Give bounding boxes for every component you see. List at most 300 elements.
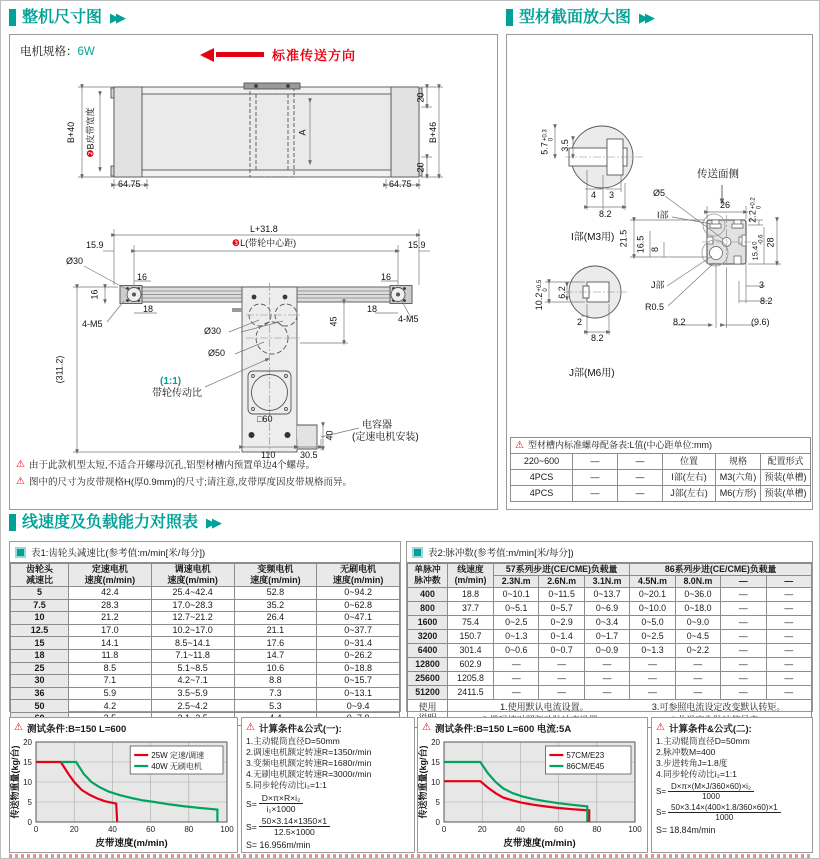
table-row [408,601,812,615]
dim-label: 3.5 [559,139,570,152]
pulse-table-box [406,541,813,712]
table-cell: M3(六角) [716,470,761,486]
table-cell: 规格 [716,454,761,470]
calc-lines-1 [246,736,410,791]
load-chart-box-2 [417,717,648,853]
table-cell: 0~20.1 [630,587,675,601]
table-cell: 8.0N.m [675,575,720,587]
table-cell: 3.5~5.9 [151,687,234,700]
table-cell: — [721,575,766,587]
dim-label: 8.2 [760,296,773,306]
formula-line: S= $\frac{\text{D×π×R×i₂}}{\text{i₁×1000}}$ [246,793,410,814]
legend [130,746,223,774]
table-row [11,637,400,650]
y-axis-label: 传送物重量(kg/台) [418,745,428,819]
table1-caption: 表1:齿轮头减速比(参考值:m/min[米/每分]) [10,542,400,563]
detail-label: J部(M6用) [569,368,615,379]
table-cell: — [630,657,675,671]
dim-label: 16 [89,289,100,300]
dim-label: 110 [261,450,276,460]
note-line [16,477,352,488]
overall-dimension-panel [9,34,498,510]
dim-label: Ø30 [66,256,84,266]
dim-label: 40 [324,430,335,441]
dim-label: 64.75 [389,179,412,189]
table-cell: 7.5 [11,599,69,612]
table-cell: 0~18.8 [317,662,400,675]
table-cell: 0~94.2 [317,587,400,600]
table-cell: — [584,671,629,685]
table-cell: 0~5.0 [630,615,675,629]
table-cell: 25600 [408,671,448,685]
svg-text:0: 0 [33,825,39,834]
formula-box-2 [651,717,813,853]
table-row [408,587,812,601]
table-row [408,629,812,643]
table-cell: 35.2 [234,599,317,612]
table-cell: 8.5~14.1 [151,637,234,650]
table-bullet-icon [412,547,423,558]
svg-text:0: 0 [441,825,447,834]
table-cell: 0~31.4 [317,637,400,650]
table-cell: 0~18.0 [675,601,720,615]
table-row [11,700,400,713]
table-cell: 0~11.5 [539,587,584,601]
table-cell: 0~36.0 [675,587,720,601]
test-condition-1: ⚠ 测试条件:B=150 L=600 [14,722,127,735]
table-cell: 0~13.7 [584,587,629,601]
section-title-overall [9,9,122,26]
table-cell: 预装(单槽) [761,470,811,486]
dim-label: 6.2 [556,286,567,299]
dim-label: 8.2 [599,209,612,219]
table-cell: 14.1 [69,637,152,650]
svg-text:40: 40 [107,825,117,834]
table-cell: — [721,615,766,629]
table-cell: 75.4 [448,615,494,629]
table-cell: 36 [11,687,69,700]
table-cell: 17.0~28.3 [151,599,234,612]
table-row [11,624,400,637]
nut-table-title: ⚠ 型材槽内标准螺母配备表:L值(中心距单位:mm) [515,439,712,451]
dim-label: 16 [137,272,148,282]
dim-label: 2.2 +0.2 0 [747,197,763,223]
table-cell: — [584,657,629,671]
x-axis-label: 皮带速度(m/min) [95,838,168,849]
table2-body [408,587,812,699]
table-cell: 21.2 [69,612,152,625]
table-row [11,649,400,662]
table-cell: 28.3 [69,599,152,612]
dim-label: 电容器 [362,420,392,431]
text-line: 4.无刷电机额定转速R=3000r/min [246,769,372,779]
table-cell: 0~10.1 [494,587,539,601]
formula-line: S= $\frac{\text{D×π×(M×J/360×60)×i₂}}{1000}$ [656,782,808,801]
table-cell: — [494,671,539,685]
svg-text:25W 定速/调速: 25W 定速/调速 [151,751,205,760]
dim-label: 4 [591,190,597,200]
table-cell: — [766,685,811,699]
table-row [511,470,811,486]
gear-ratio-table [10,563,400,726]
motor-spec-label: 电机规格： [20,46,78,58]
top-view-drawing [111,83,422,177]
dim-label: □60 [257,414,273,424]
text-line: 2.脉冲数M=400 [656,747,716,757]
detail-label: I部(M3用) [571,232,615,243]
title-bar-icon [9,9,16,26]
table-cell: — [766,657,811,671]
table-cell: — [539,657,584,671]
dim-label: Ø50 [208,348,226,358]
table-cell: M6(方形) [716,486,761,502]
table-cell: 0~2.5 [630,629,675,643]
section-arrow-icon: ▶▶ [206,515,219,530]
note-text: 由于此款机型太短,不适合开螺母沉孔,铝型材槽内预置单边4个螺母。 [28,460,316,471]
table-cell: — [675,685,720,699]
table-cell: — [494,685,539,699]
section-arrow-icon: ▶▶ [639,10,652,25]
table-cell: 7.3 [234,687,317,700]
table-cell: 0~62.8 [317,599,400,612]
page-title: 整机尺寸图 [22,8,103,26]
calc-title-1: ⚠ 计算条件&公式(一): [246,722,342,735]
dim-label: 45 [328,316,339,327]
profile-section-drawing [702,214,751,269]
table-row [511,486,811,502]
dim-label: Ø30 [204,326,222,336]
table-row [511,454,811,470]
dim-label: 8.2 [673,317,686,327]
table-cell: — [721,601,766,615]
i-detail-drawing [565,126,643,188]
table-cell: 0~5.7 [539,601,584,615]
nut-table-container [510,437,810,502]
table-cell: 4.2~7.1 [151,675,234,688]
table-cell: 52.8 [234,587,317,600]
table-cell: 0~2.9 [539,615,584,629]
table-cell: — [721,685,766,699]
table-cell: 8.8 [234,675,317,688]
dim-label: 15.4 0 -0.6 [750,234,764,261]
svg-text:20: 20 [69,825,79,834]
table-cell: — [721,671,766,685]
dim-label: 30.5 [300,450,318,460]
dim-label: 5.7 +0.3 0 [539,129,555,155]
table-cell: — [630,671,675,685]
warning-icon: ⚠ [16,476,25,487]
x-axis-label: 皮带速度(m/min) [503,838,576,849]
table-cell: 1600 [408,615,448,629]
table-cell: — [766,587,811,601]
legend [545,746,631,774]
title-bar-icon [506,9,513,26]
table-cell: 0~6.9 [584,601,629,615]
table2-usage: 使用 1.使用默认电流设置。 3.可参照电流设定改变默认转矩。 [408,699,812,727]
table-cell: 7.1~11.8 [151,649,234,662]
direction-label: 标准传送方向 [272,48,357,63]
load-chart-box-1 [9,717,238,853]
table-cell: 0~3.4 [584,615,629,629]
text-line: 3.可参照电流设定改变默认转矩。 [651,701,786,712]
table-cell: 400 [408,587,448,601]
svg-text:10: 10 [431,778,440,787]
table1-header: 齿轮头 减速比 定速电机 速度(m/min) 调速电机 速度(m/min) 变频电机 速度(m/min) 无刷电机 速度(m/min) [11,564,400,587]
calc-lines-2 [656,736,808,780]
dim-label: (311.2) [54,355,65,384]
overall-drawing [10,35,499,511]
table-row [408,615,812,629]
table-cell: 220~600 [511,454,573,470]
table-row [11,612,400,625]
dim-label: 2 [577,317,583,327]
profile-section-panel [506,34,813,510]
dim-label: I部 [657,210,669,220]
table-cell: 4PCS [511,486,573,502]
svg-text:5: 5 [435,798,440,807]
table-cell: — [721,657,766,671]
table-cell: 17.0 [69,624,152,637]
warning-icon: ⚠ [246,722,255,733]
dim-label: (9.6) [751,317,770,327]
table-cell: 42.4 [69,587,152,600]
svg-text:20: 20 [431,738,440,747]
table-cell: 18 [11,649,69,662]
text-line: 2.调速电机额定转速R=1350r/min [246,747,372,757]
dim-label: B+46 [428,121,439,144]
dim-label: B+40 [66,121,77,144]
table-cell: 15 [11,637,69,650]
table-cell: 4.5N.m [630,575,675,587]
table2-header: 单脉冲 脉冲数 线速度 (m/min) 57系列步进(CE/CME)负载量 86系列步进(CE/CME)负载量 2.3N.m 2.6N.m 3.1N.m 4.5N.m 8.0N.m — — [408,564,812,588]
svg-text:60: 60 [554,825,564,834]
dim-label: 26 [720,200,731,210]
table-bullet-icon [15,547,26,558]
nut-table-body [511,454,811,502]
table-cell: 2.6N.m [539,575,584,587]
svg-text:15: 15 [23,758,32,767]
dim-label: 15.9 [86,240,104,250]
svg-text:40W 无刷电机: 40W 无刷电机 [151,762,202,771]
svg-text:15: 15 [431,758,440,767]
table-cell: 602.9 [448,657,494,671]
table-cell: 301.4 [448,643,494,657]
table-cell: — [618,454,663,470]
table-cell: — [539,685,584,699]
table-cell: 4PCS [511,470,573,486]
formula-result: S= 18.84m/min [656,825,716,835]
table-cell: 0~9.0 [675,615,720,629]
dim-label: 4-M5 [82,319,103,329]
text-line: 3.变频电机额定转速R=1680r/min [246,758,372,768]
table-cell: 17.6 [234,637,317,650]
table-row [11,587,400,600]
table-cell: 0~4.5 [675,629,720,643]
table-row [408,685,812,699]
section-title-profile [506,9,651,26]
table-cell: 0~1.3 [630,643,675,657]
table-cell: 8.5 [69,662,152,675]
table-cell: — [766,629,811,643]
dim-label: 20 [415,92,426,103]
profile-drawing [507,35,812,435]
svg-text:100: 100 [628,825,642,834]
table-cell: — [766,643,811,657]
formula-result: S= 16.956m/min [246,840,311,850]
table-cell: 0~37.7 [317,624,400,637]
table-row [408,657,812,671]
calc-title-2: ⚠ 计算条件&公式(二): [656,722,752,735]
table-cell: 5 [11,587,69,600]
table-cell: 1205.8 [448,671,494,685]
svg-text:20: 20 [477,825,487,834]
text-line: 1.主动辊筒直径D=50mm [246,736,340,746]
table-cell: 10 [11,612,69,625]
table-cell: 150.7 [448,629,494,643]
table-cell: 0~26.2 [317,649,400,662]
svg-text:5: 5 [27,798,32,807]
table-cell: — [573,470,618,486]
gear-ratio-table-box [9,541,401,712]
table-cell: 800 [408,601,448,615]
table-row [11,675,400,688]
pulse-table [407,563,812,728]
dim-label: 18 [143,304,154,314]
text-line: 1.主动辊筒直径D=50mm [656,736,750,746]
svg-text:86CM/E45: 86CM/E45 [566,762,605,771]
table-cell: — [494,657,539,671]
table-cell: 12800 [408,657,448,671]
test-condition-2: ⚠ 测试条件:B=150 L=600 电流:5A [422,722,572,735]
svg-text:0: 0 [435,818,440,827]
table-cell: 0~2.5 [494,615,539,629]
warning-icon: ⚠ [422,722,431,733]
table-cell: 0~10.0 [630,601,675,615]
table-cell: 26.4 [234,612,317,625]
table-cell: — [584,685,629,699]
dim-label: ❷B皮带宽度 [85,107,96,158]
formula-line: S= $\frac{50\times 3.14\times(400\times 1.8/360\times 60)\times 1}{1000}$ [656,803,808,822]
dim-label: 8.2 [591,333,604,343]
table-cell: — [675,657,720,671]
text-line: 4.同步轮传动比i₂=1:1 [656,769,737,779]
table-cell: 50 [11,700,69,713]
dim-label: (定速电机安装) [352,432,419,443]
svg-text:20: 20 [23,738,32,747]
table-cell: 5.1~8.5 [151,662,234,675]
table-cell: 2411.5 [448,685,494,699]
text-line: 3.步进转角J=1.8度 [656,758,728,768]
table-cell: 3200 [408,629,448,643]
warning-icon: ⚠ [16,459,25,470]
table-cell: — [618,470,663,486]
table-cell: 12.7~21.2 [151,612,234,625]
svg-text:60: 60 [146,825,156,834]
warning-icon: ⚠ [515,439,524,451]
svg-text:40: 40 [515,825,525,834]
motor-spec-value: 6W [77,46,95,58]
dim-label: (1:1) [160,376,182,387]
nut-table [510,437,811,502]
table-cell: — [721,629,766,643]
table-row [408,643,812,657]
table-cell: 18.8 [448,587,494,601]
table-cell: 2.5~4.2 [151,700,234,713]
footnote-strip [9,854,813,858]
table-cell: 6400 [408,643,448,657]
table-cell: 2.3N.m [494,575,539,587]
svg-text:10: 10 [23,778,32,787]
dim-label: 15.9 [408,240,426,250]
speed-title: 线速度及负载能力对照表 [22,513,199,531]
dim-label: A [297,129,308,136]
dim-label: 20 [415,162,426,173]
table-cell: 14.7 [234,649,317,662]
section-arrow-icon: ▶▶ [110,10,123,25]
table-cell: 0~0.6 [494,643,539,657]
table-row [11,687,400,700]
formula-box-1 [241,717,415,853]
dim-label: 8 [650,246,661,253]
table-cell: — [573,486,618,502]
title-bar-icon [9,514,16,531]
dim-label: 3 [609,190,615,200]
table-cell: 7.1 [69,675,152,688]
table1-body [11,587,400,726]
text-line: 5.同步轮传动比i₂=1:1 [246,780,327,790]
table-cell: — [766,575,811,587]
table-cell: 0~13.1 [317,687,400,700]
table-cell: 0~2.2 [675,643,720,657]
svg-text:80: 80 [592,825,602,834]
table-cell: 25 [11,662,69,675]
table-cell: 0~15.7 [317,675,400,688]
table-cell: 12.5 [11,624,69,637]
table-cell: 5.3 [234,700,317,713]
table-row [11,662,400,675]
table-cell: 0~0.7 [539,643,584,657]
table-cell: 10.2~17.0 [151,624,234,637]
table-cell: — [539,671,584,685]
profile-title: 型材截面放大图 [519,8,632,26]
svg-text:80: 80 [184,825,194,834]
table-cell: — [721,587,766,601]
table-cell: 0~1.7 [584,629,629,643]
dim-label: L+31.8 [250,224,278,234]
table-cell: 10.6 [234,662,317,675]
dim-label: Ø5 [653,188,666,198]
svg-text:0: 0 [27,818,32,827]
formula-line: S= $\frac{50\times 3.14\times 1350\times 1}{12.5\times 1000}$ [246,816,410,837]
table-cell: 配置形式 [761,454,811,470]
dim-label: 16 [381,272,392,282]
dim-label: 16.5 [635,235,646,254]
table-cell: 位置 [663,454,716,470]
table-cell: — [675,671,720,685]
table-cell: 4.2 [69,700,152,713]
table-cell: 预装(单槽) [761,486,811,502]
table-cell: — [766,615,811,629]
table-cell: 0~9.4 [317,700,400,713]
table-row [11,599,400,612]
y-axis-label: 传送物重量(kg/台) [10,745,20,819]
dim-label: 21.5 [618,229,629,248]
load-chart-1 [10,736,237,851]
table-cell: 0~1.3 [494,629,539,643]
table-cell: 25.4~42.4 [151,587,234,600]
table-cell: I部(左右) [663,470,716,486]
table-cell: 0~47.1 [317,612,400,625]
